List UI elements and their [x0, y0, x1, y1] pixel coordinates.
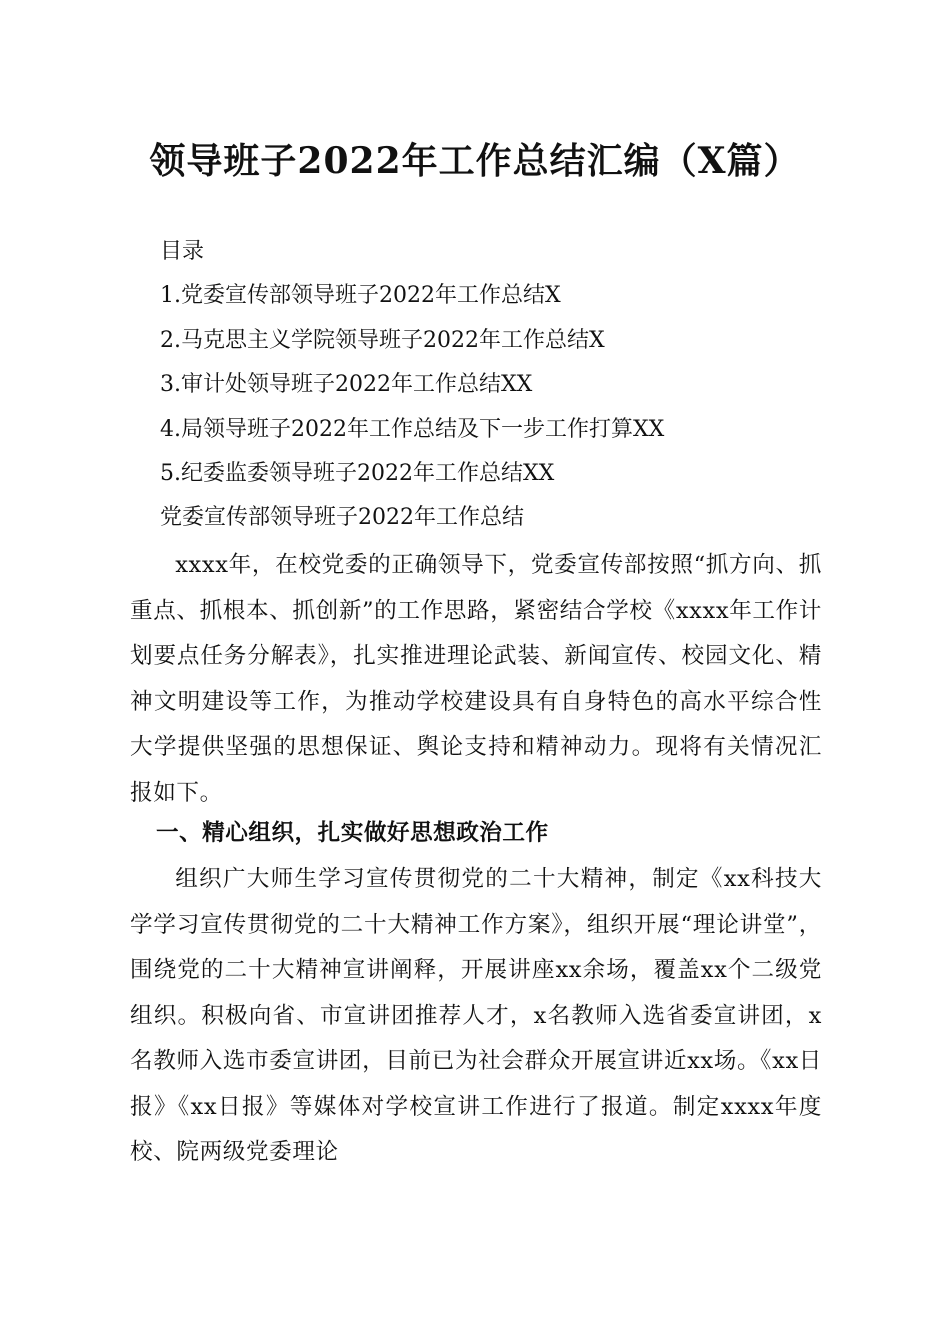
body-paragraph: 组织广大师生学习宣传贯彻党的二十大精神，制定《xx科技大学学习宣传贯彻党的二十大精神工作方案》，组织开展“理论讲堂”，围绕党的二十大精神宣讲阐释，开展讲座xx余场，覆盖xx个二级党组织。积极向省、市宣讲团推荐人才，x名教师入选省委宣讲团，x名教师入选市委宣讲团，目前已为社会群众开展宣讲近xx场。《xx日报》《xx日报》等媒体对学校宣讲工作进行了报道。制定xxxx年度校、院两级党委理论 — [130, 866, 822, 1165]
document-title: 领导班子2022年工作总结汇编（X篇） — [149, 140, 801, 182]
toc-item: 5.纪委监委领导班子2022年工作总结XX — [160, 461, 555, 487]
toc-item: 1.党委宣传部领导班子2022年工作总结X — [160, 283, 561, 309]
toc-item: 4.局领导班子2022年工作总结及下一步工作打算XX — [160, 416, 665, 442]
section-heading: 一、精心组织，扎实做好思想政治工作 — [156, 820, 549, 846]
table-of-contents — [160, 230, 860, 541]
section-title: 党委宣传部领导班子2022年工作总结 — [160, 505, 524, 531]
toc-item: 2.马克思主义学院领导班子2022年工作总结X — [160, 327, 605, 353]
toc-label: 目录 — [160, 239, 205, 264]
toc-item: 3.审计处领导班子2022年工作总结XX — [160, 372, 533, 398]
intro-paragraph: xxxx年，在校党委的正确领导下，党委宣传部按照“抓方向、抓重点、抓根本、抓创新”的工作思路，紧密结合学校《xxxx年工作计划要点任务分解表》，扎实推进理论武装、新闻宣传、校园文化、精神文明建设等工作，为推动学校建设具有自身特色的高水平综合性大学提供坚强的思想保证、舆论支持和精神动力。现将有关情况汇报如下。 — [130, 552, 822, 806]
